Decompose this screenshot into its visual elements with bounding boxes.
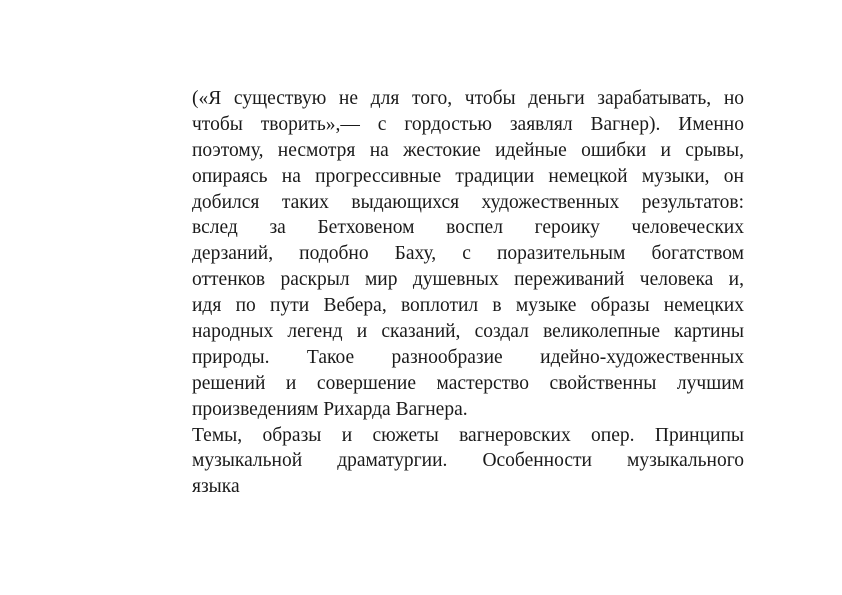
text-line: чтобы творить»,— с гордостью заявлял Вагнер). Именно: [192, 113, 744, 135]
paragraph-wagner-quote: [192, 86, 744, 423]
text-line: оттенков раскрыл мир душевных переживаний человека и,: [192, 269, 744, 291]
text-line: музыкальной драматургии. Особенности музыкального: [192, 450, 744, 472]
text-line: Темы, образы и сюжеты вагнеровских опер. Принципы: [192, 424, 744, 446]
text-line: вслед за Бетховеном воспел героику человеческих: [192, 217, 744, 239]
text-line: произведениям Рихарда Вагнера.: [192, 398, 468, 420]
text-line: народных легенд и сказаний, создал великолепные картины: [192, 321, 744, 343]
paragraph-section-topics: [192, 423, 744, 501]
text-line: решений и совершение мастерство свойственны лучшим: [192, 372, 744, 394]
text-line: поэтому, несмотря на жестокие идейные ошибки и срывы,: [192, 139, 744, 161]
text-line: добился таких выдающихся художественных результатов:: [192, 191, 744, 213]
text-line: дерзаний, подобно Баху, с поразительным богатством: [192, 243, 744, 265]
text-line: языка: [192, 476, 240, 498]
text-line: («Я существую не для того, чтобы деньги зарабатывать, но: [192, 88, 744, 109]
text-line: опираясь на прогрессивные традиции немецкой музыки, он: [192, 165, 744, 187]
body-text: [192, 86, 744, 500]
text-line: идя по пути Вебера, воплотил в музыке образы немецких: [192, 295, 744, 317]
text-line: природы. Такое разнообразие идейно-художественных: [192, 346, 744, 368]
